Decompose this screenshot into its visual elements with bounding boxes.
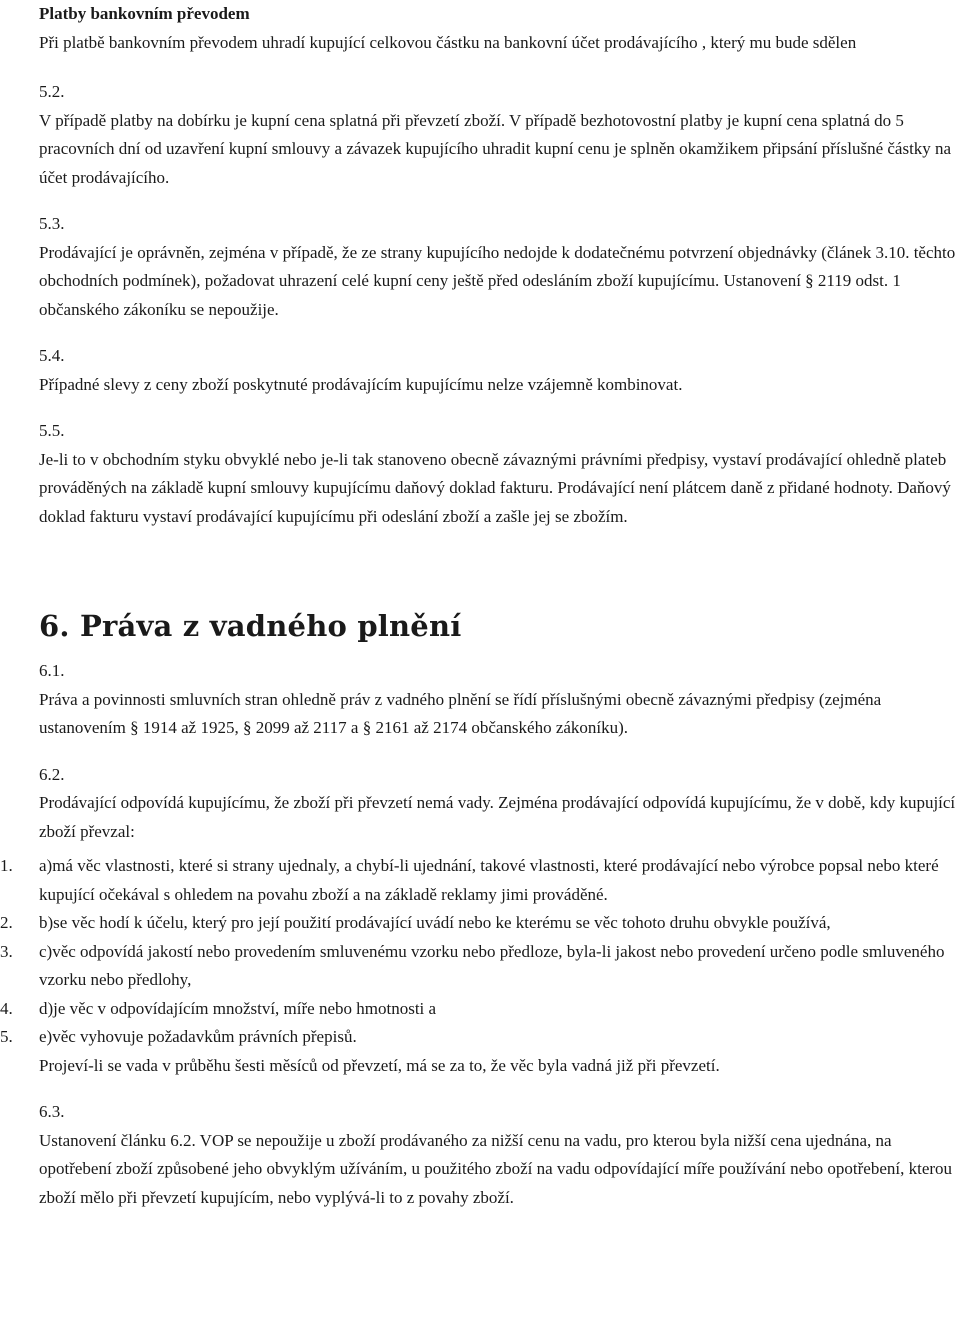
paragraph-5-4: Případné slevy z ceny zboží poskytnuté prodávajícím kupujícímu nelze vzájemně kombinovat. [39,374,683,394]
paragraph-6-2-after: Projeví-li se vada v průběhu šesti měsíců od převzetí, má se za to, že věc byla vadná již při převzetí. [39,1055,720,1075]
paragraph-6-3: Ustanovení článku 6.2. VOP se nepoužije u zboží prodávaného za nižší cenu na vadu, pro kterou byla nižší cena ujednána, na opotřebení zboží způsobené jeho obvyklým užíváním, u použitého zboží na vadu odpovídající míře používání nebo opotřebení, kterou zboží mělo při převzetí kupujícím, nebo vyplývá-li to z povahy zboží. [39,1130,953,1207]
clause-number-5-4: 5.4. [39,346,65,365]
paragraph-6-2: Prodávající odpovídá kupujícímu, že zboží při převzetí nemá vady. Zejména prodávající odpovídá kupujícímu, že v době, kdy kupující zboží převzal: [39,793,956,841]
clause-number-6-2: 6.2. [39,764,65,784]
clause-number-5-3: 5.3. [39,214,65,233]
list-item-number: 4. [0,998,13,1018]
paragraph-5-5: Je-li to v obchodním styku obvyklé nebo je-li tak stanoveno obecně závaznými právními předpisy, vystaví prodávající ohledně plateb prováděných na základě kupní smlouvy kupujícímu daňový doklad fakturu. Prodávající není plátcem daně z přidané hodnoty. Daňový doklad fakturu vystaví prodávající kupujícímu při odeslání zboží a zašle jej se zbožím. [39,449,951,526]
clause-number-6-1: 6.1. [39,661,65,680]
list-item [0,995,957,1024]
clause-number-5-5: 5.5. [39,421,65,440]
paragraph-6-1: Práva a povinnosti smluvních stran ohledně práv z vadného plnění se řídí příslušnými obecně závaznými předpisy (zejména ustanovením § 1914 až 1925, § 2099 až 2117 a § 2161 až 2174 občanského zákoníku). [39,689,882,737]
paragraph-bank-transfer: Při platbě bankovním převodem uhradí kupující celkovou částku na bankovní účet prodávajícího , který mu bude sdělen [39,32,857,52]
list-item [0,938,957,995]
list-item-text: a)má věc vlastnosti, které si strany ujednaly, a chybí-li ujednání, takové vlastnosti, které prodávající nebo výrobce popsal nebo které kupující očekával s ohledem na povahu zboží a na základě reklamy jimi prováděné. [39,856,939,904]
list-item-number: 2. [0,913,13,932]
section-heading-6: 6. Práva z vadného plnění [39,609,462,643]
clause-number-6-3: 6.3. [39,1102,65,1121]
clause-number-5-2: 5.2. [39,82,65,101]
list-item-text: b)se věc hodí k účelu, který pro její použití prodávající uvádí nebo ke kterému se věc tohoto druhu obvykle používá, [39,913,831,932]
list-item [0,852,957,909]
paragraph-5-3: Prodávající je oprávněn, zejména v případě, že ze strany kupujícího nedojde k dodatečnému potvrzení objednávky (článek 3.10. těchto obchodních podmínek), požadovat uhrazení celé kupní ceny ještě před odesláním zboží kupujícímu. Ustanovení § 2119 odst. 1 občanského zákoníku se nepoužije. [39,242,956,319]
list-item-number: 3. [0,941,13,961]
paragraph-5-2: V případě platby na dobírku je kupní cena splatná při převzetí zboží. V případě bezhotovostní platby je kupní cena splatná do 5 pracovních dní od uzavření kupní smlouvy a závazek kupujícího uhradit kupní cenu je splněn okamžikem připsání příslušné částky na účet prodávajícího. [39,110,952,187]
section-title-bank-transfer: Platby bankovním převodem [39,4,250,23]
list-item-number: 1. [0,856,13,875]
list-item-text: c)věc odpovídá jakostí nebo provedením smluvenému vzorku nebo předloze, byla-li jakost nebo provedení určeno podle smluveného vzorku nebo předlohy, [39,941,945,989]
defects-list [0,852,957,1052]
list-item [0,909,957,938]
list-item-number: 5. [0,1027,13,1046]
list-item-text: e)věc vyhovuje požadavkům právních přepisů. [39,1027,357,1046]
list-item [0,1023,957,1052]
list-item-text: d)je věc v odpovídajícím množství, míře nebo hmotnosti a [39,998,437,1018]
